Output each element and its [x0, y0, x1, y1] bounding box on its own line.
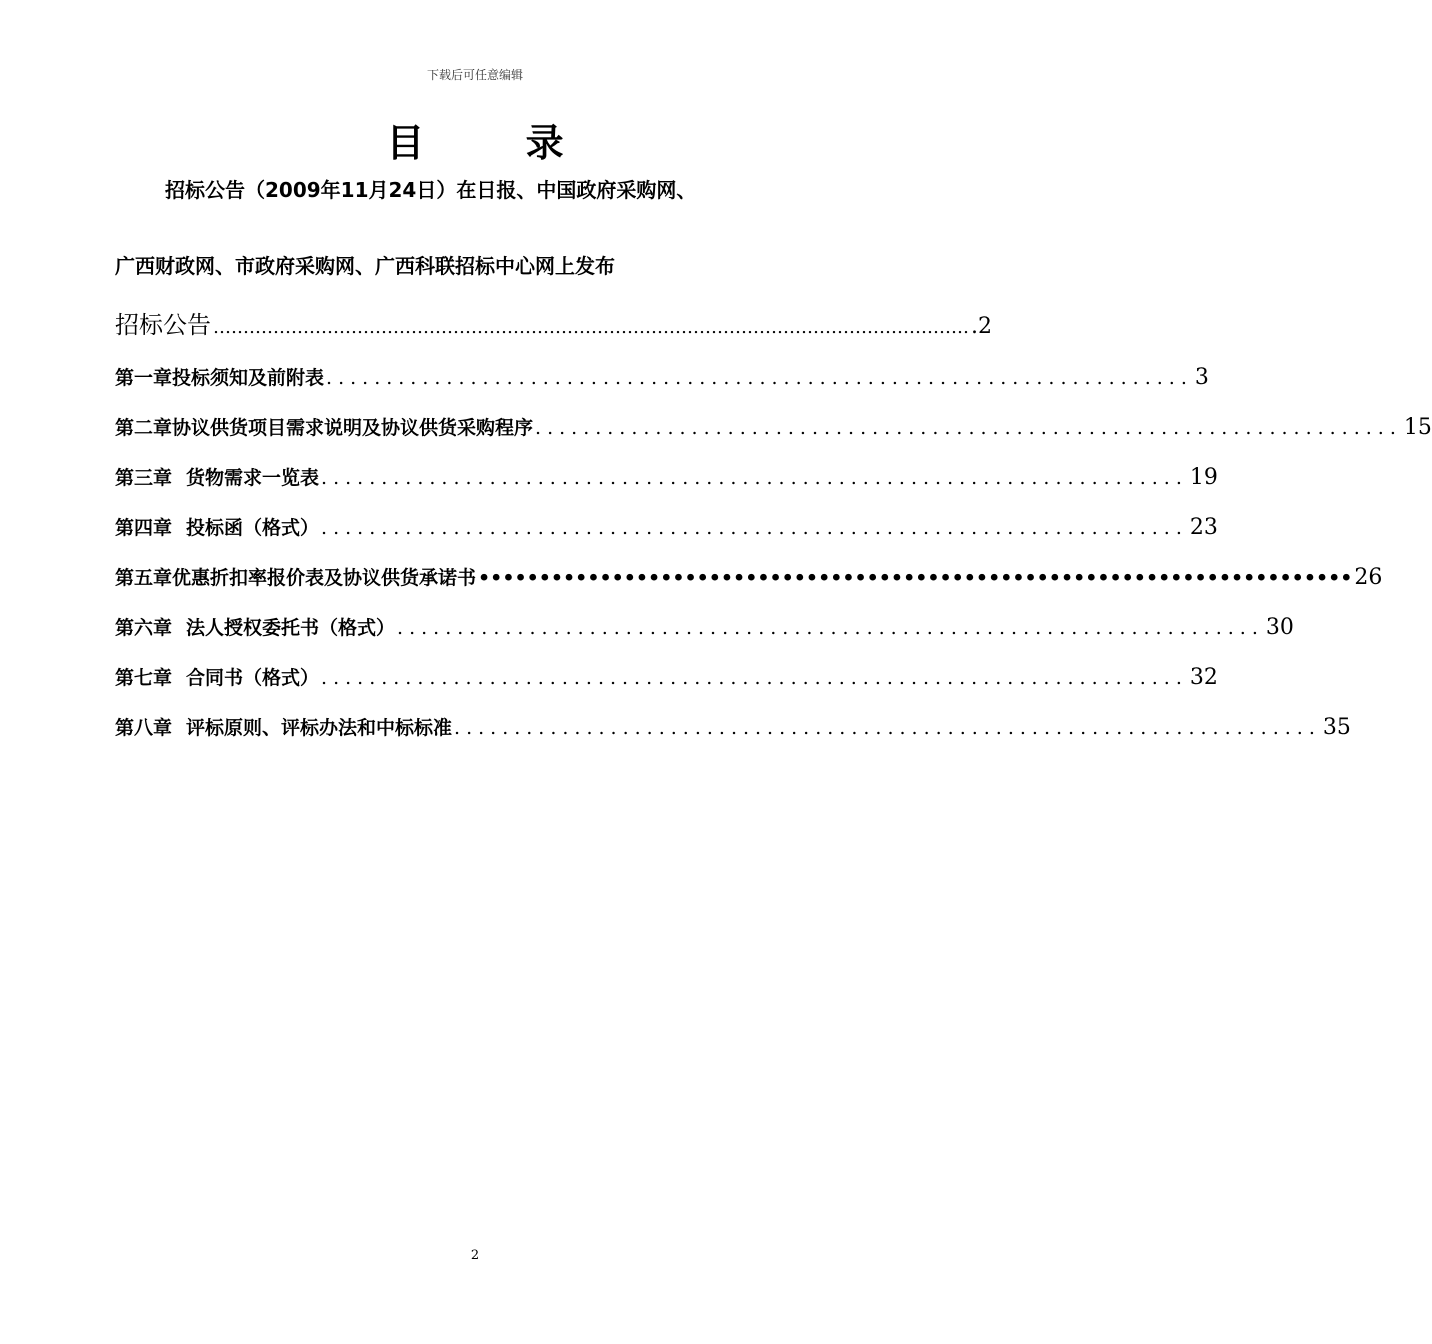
toc-chapter-number: 第五章 [115, 567, 173, 589]
toc-leader-dots: ........................................................................ [321, 667, 1188, 689]
toc-leader-dots: ........................................................................ [397, 617, 1264, 639]
toc-entry-label: 招标公告 [115, 311, 211, 339]
toc-chapter-number: 第六章 [115, 617, 173, 639]
toc-chapter-title: 法人授权委托书（格式） [186, 617, 396, 639]
toc-entry-page: 35 [1322, 715, 1351, 740]
toc-entry-chapter-2[interactable] [115, 413, 1432, 463]
toc-leader-dots: ........................................................................ [454, 717, 1321, 739]
table-of-contents [115, 305, 1432, 763]
toc-chapter-title: 合同书（格式） [186, 667, 320, 689]
announcement-line-1: 招标公告（2009年11月24日）在日报、中国政府采购网、 [165, 178, 697, 202]
toc-entry-page: 15 [1403, 415, 1432, 440]
toc-entry-page: 3 [1194, 365, 1209, 390]
toc-leader-dots: ........................................................................ [321, 517, 1188, 539]
toc-chapter-title: 优惠折扣率报价表及协议供货承诺书 [172, 567, 477, 589]
toc-chapter-title: 协议供货项目需求说明及协议供货采购程序 [172, 417, 534, 439]
toc-entry-announcement[interactable] [115, 305, 992, 345]
toc-chapter-title: 货物需求一览表 [186, 467, 320, 489]
toc-entry-chapter-3[interactable] [115, 463, 1218, 513]
toc-entry-page: .2 [971, 314, 992, 339]
toc-chapter-number: 第一章 [115, 367, 173, 389]
header-note: 下载后可任意编辑 [426, 68, 523, 82]
toc-entry-chapter-6[interactable] [115, 613, 1294, 663]
toc-entry-chapter-5[interactable] [115, 563, 1383, 613]
toc-entry-page: 26 [1354, 565, 1383, 590]
footer-page-number: 2 [470, 1248, 480, 1263]
toc-chapter-number: 第七章 [115, 667, 173, 689]
toc-leader-dots: ........................................................................ [326, 367, 1193, 389]
toc-chapter-title: 投标函（格式） [186, 517, 320, 539]
toc-leader-dots: ........................................................................ [535, 417, 1402, 439]
page-title: 目 录 [386, 121, 608, 165]
toc-leader-dots: ……………………………………………………………………………………………………………… [213, 317, 969, 338]
toc-chapter-number: 第二章 [115, 417, 173, 439]
toc-leader-dots: •••••••••••••••••••••••••••••••••••••••••••••••••••••••••••••••••••••••• [478, 567, 1353, 589]
toc-entry-page: 30 [1265, 615, 1294, 640]
toc-leader-dots: ........................................................................ [321, 467, 1188, 489]
toc-entry-chapter-1[interactable] [115, 363, 1209, 413]
announcement-line-2: 广西财政网、市政府采购网、广西科联招标中心网上发布 [115, 254, 615, 278]
toc-chapter-title: 评标原则、评标办法和中标标准 [186, 717, 453, 739]
toc-entry-page: 19 [1189, 465, 1218, 490]
toc-entry-page: 32 [1189, 665, 1218, 690]
toc-entry-chapter-4[interactable] [115, 513, 1218, 563]
toc-entry-chapter-7[interactable] [115, 663, 1218, 713]
toc-chapter-number: 第四章 [115, 517, 173, 539]
toc-chapter-number: 第三章 [115, 467, 173, 489]
toc-chapter-number: 第八章 [115, 717, 173, 739]
toc-entry-page: 23 [1189, 515, 1218, 540]
toc-entry-chapter-8[interactable] [115, 713, 1351, 763]
toc-chapter-title: 投标须知及前附表 [172, 367, 325, 389]
